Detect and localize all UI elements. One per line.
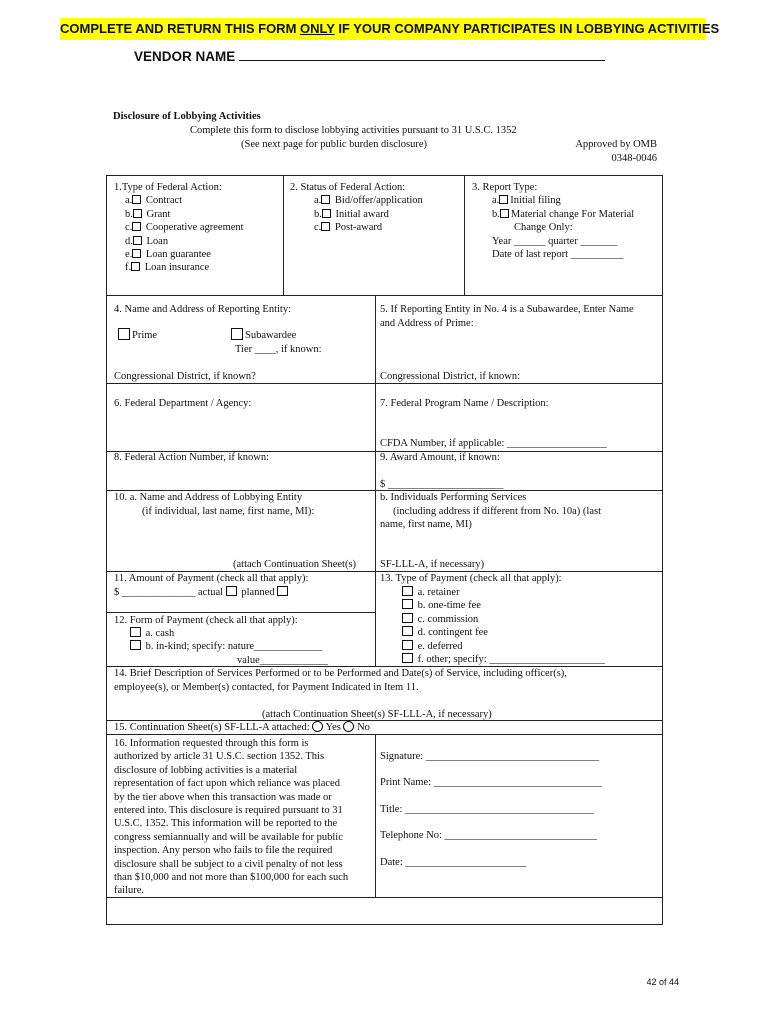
status-bid-offer[interactable]: a. Bid/offer/application — [314, 195, 423, 207]
form-title: Disclosure of Lobbying Activities — [113, 111, 261, 122]
section-10b-attach: SF-LLL-A, if necessary) — [380, 559, 485, 570]
checkbox[interactable] — [321, 222, 330, 231]
payment-type-commission[interactable]: c. commission — [402, 613, 605, 626]
page-number: 42 of 44 — [646, 977, 679, 987]
section-13-title: 13. Type of Payment (check all that apply): — [380, 573, 562, 584]
payment-amount-row[interactable] — [114, 586, 290, 599]
checkbox[interactable] — [402, 586, 413, 596]
section-16-text: 16. Information requested through this form is authorized by article 31 U.S.C. section 1352. This disclosure of lobbing activities is a material representation of fact upon which reliance was placed by the tier above when this transaction was made or entered into. This disclosure is required pursuant to 31 U.S.C. 1352. This information will be reported to the congress semiannually and will be available for public inspection. Any person who fails to file the required disclosure shall be subject to a civil penalty of not less than $10,000 and not more than $100,000 for each such failure. — [114, 738, 349, 897]
date-last-report-field[interactable]: Date of last report __________ — [492, 249, 624, 261]
checkbox[interactable] — [133, 209, 142, 218]
section-11-title: 11. Amount of Payment (check all that apply): — [114, 573, 309, 584]
report-material-change[interactable]: b. Material change For Material — [492, 208, 635, 220]
section-4-district[interactable]: Congressional District, if known? — [114, 371, 256, 382]
section-5-title: 5. If Reporting Entity in No. 4 is a Subawardee, Enter Name — [380, 304, 634, 315]
signature-field[interactable]: Signature: _________________________________ — [380, 751, 600, 762]
vendor-name-line[interactable] — [239, 46, 605, 61]
section-15-label: 15. Continuation Sheet(s) SF-LLL-A attached: — [114, 722, 310, 733]
report-initial-filing[interactable]: a. Initial filing — [492, 195, 561, 207]
action-contract[interactable]: a. Contract — [125, 195, 183, 207]
section-5-district[interactable]: Congressional District, if known: — [380, 371, 520, 382]
checkbox[interactable] — [132, 222, 141, 231]
checkbox[interactable] — [402, 599, 413, 609]
subawardee-option[interactable]: Subawardee — [231, 328, 296, 342]
rule-left — [106, 175, 107, 924]
section-10b-sub: (including address if different from No. 10a) (last — [393, 506, 601, 517]
section-9-title: 9. Award Amount, if known: — [380, 452, 500, 463]
telephone-field[interactable]: Telephone No: _____________________________ — [380, 830, 597, 841]
section-10b-title: b. Individuals Performing Services — [380, 492, 527, 503]
payment-amount-field[interactable]: $ ______________ — [114, 587, 196, 598]
planned-label: planned — [241, 587, 275, 598]
award-amount-field[interactable]: $ ______________________ — [380, 479, 504, 490]
checkbox[interactable] — [133, 236, 142, 245]
banner-text-end: IF YOUR COMPANY PARTICIPATES IN LOBBYING ACTIVITIES — [334, 21, 720, 36]
section-15 — [114, 721, 370, 734]
action-loan-insurance[interactable]: f. Loan insurance — [125, 262, 210, 274]
section-10a-attach: (attach Continuation Sheet(s) — [233, 559, 357, 570]
section-12-title: 12. Form of Payment (check all that apply): — [114, 615, 298, 626]
rule — [375, 734, 376, 897]
rule — [283, 175, 284, 295]
tier-field[interactable]: Tier ____, if known: — [235, 344, 322, 355]
section-2 — [290, 181, 423, 235]
title-field[interactable]: Title: ____________________________________ — [380, 804, 594, 815]
action-loan[interactable]: d. Loan — [125, 235, 169, 247]
yes-label: Yes — [325, 722, 341, 733]
action-grant[interactable]: b. Grant — [125, 208, 171, 220]
section-3 — [472, 181, 634, 261]
section-13-options — [402, 586, 605, 666]
payment-type-one-time-fee[interactable]: b. one-time fee — [402, 599, 605, 612]
yes-radio[interactable] — [312, 721, 323, 732]
checkbox[interactable] — [321, 195, 330, 204]
status-post-award[interactable]: c. Post-award — [314, 222, 383, 234]
checkbox[interactable] — [132, 249, 141, 258]
section-8-title: 8. Federal Action Number, if known: — [114, 452, 270, 463]
checkbox[interactable] — [131, 262, 140, 271]
actual-label: actual — [198, 587, 224, 598]
section-6-title: 6. Federal Department / Agency: — [114, 398, 252, 409]
section-3-title: 3. Report Type: — [472, 182, 538, 193]
form-subtitle: Complete this form to disclose lobbying activities pursuant to 31 U.S.C. 1352 — [190, 125, 517, 136]
in-kind-value-field[interactable]: value_____________ — [237, 655, 328, 666]
section-10a-title: 10. a. Name and Address of Lobbying Entity — [114, 492, 303, 503]
status-initial-award[interactable]: b. Initial award — [314, 208, 389, 220]
banner-emphasis: ONLY — [300, 21, 335, 36]
rule — [464, 175, 465, 295]
burden-note: (See next page for public burden disclosure) — [241, 139, 428, 150]
payment-type-deferred[interactable]: e. deferred — [402, 640, 605, 653]
rule — [106, 612, 375, 613]
checkbox[interactable] — [402, 613, 413, 623]
date-field[interactable]: Date: _______________________ — [380, 857, 527, 868]
print-name-field[interactable]: Print Name: ________________________________ — [380, 777, 602, 788]
checkbox[interactable] — [130, 640, 141, 650]
planned-checkbox[interactable] — [277, 586, 288, 596]
section-10b-sub-2: name, first name, MI) — [380, 519, 472, 530]
payment-in-kind[interactable]: b. in-kind; specify: nature_____________ — [130, 640, 322, 653]
instruction-banner — [60, 18, 720, 40]
no-radio[interactable] — [343, 721, 354, 732]
rule — [106, 175, 663, 176]
vendor-name-field[interactable] — [134, 46, 605, 64]
section-14-title-2: employee(s), or Member(s) contacted, for Payment Indicated in Item 11. — [114, 682, 419, 693]
checkbox[interactable] — [130, 627, 141, 637]
section-5-title-2: and Address of Prime: — [380, 318, 474, 329]
section-14-attach: (attach Continuation Sheet(s) SF-LLL-A, if necessary) — [262, 709, 492, 720]
checkbox[interactable] — [499, 195, 508, 204]
no-label: No — [357, 722, 370, 733]
section-10a-sub: (if individual, last name, first name, MI): — [142, 506, 315, 517]
section-7-title: 7. Federal Program Name / Description: — [380, 398, 549, 409]
rule — [106, 295, 663, 296]
checkbox[interactable] — [322, 209, 331, 218]
checkbox[interactable] — [500, 209, 509, 218]
section-1 — [114, 181, 244, 275]
year-quarter-field[interactable]: Year ______ quarter _______ — [492, 235, 618, 247]
checkbox[interactable] — [402, 640, 413, 650]
payment-type-retainer[interactable]: a. retainer — [402, 586, 605, 599]
section-4-title: 4. Name and Address of Reporting Entity: — [114, 304, 292, 315]
cfda-number-field[interactable]: CFDA Number, if applicable: ___________________ — [380, 438, 607, 449]
prime-option[interactable]: Prime — [118, 328, 157, 342]
rule — [106, 924, 663, 925]
action-loan-guarantee[interactable]: e. Loan guarantee — [125, 249, 211, 261]
checkbox[interactable] — [118, 328, 130, 340]
actual-checkbox[interactable] — [226, 586, 237, 596]
payment-cash[interactable]: a. cash — [130, 627, 174, 640]
payment-type-other[interactable]: f. other; specify: ______________________ — [402, 653, 605, 666]
omb-number: 0348-0046 — [611, 153, 657, 164]
rule — [375, 295, 376, 666]
section-14-title: 14. Brief Description of Services Performed or to be Performed and Date(s) of Service, including officer(s), — [114, 668, 567, 679]
action-cooperative-agreement[interactable]: c. Cooperative agreement — [125, 222, 244, 234]
rule-right — [662, 175, 663, 924]
checkbox[interactable] — [402, 653, 413, 663]
banner-text: COMPLETE AND RETURN THIS FORM — [60, 21, 301, 36]
payment-type-contingent-fee[interactable]: d. contingent fee — [402, 626, 605, 639]
checkbox[interactable] — [402, 626, 413, 636]
checkbox[interactable] — [132, 195, 141, 204]
checkbox[interactable] — [231, 328, 243, 340]
section-2-title: 2. Status of Federal Action: — [290, 182, 406, 193]
change-only-label: Change Only: — [514, 222, 573, 234]
section-1-title: 1.Type of Federal Action: — [114, 182, 222, 193]
omb-approval: Approved by OMB — [575, 139, 657, 150]
vendor-name-label: VENDOR NAME — [134, 49, 236, 64]
